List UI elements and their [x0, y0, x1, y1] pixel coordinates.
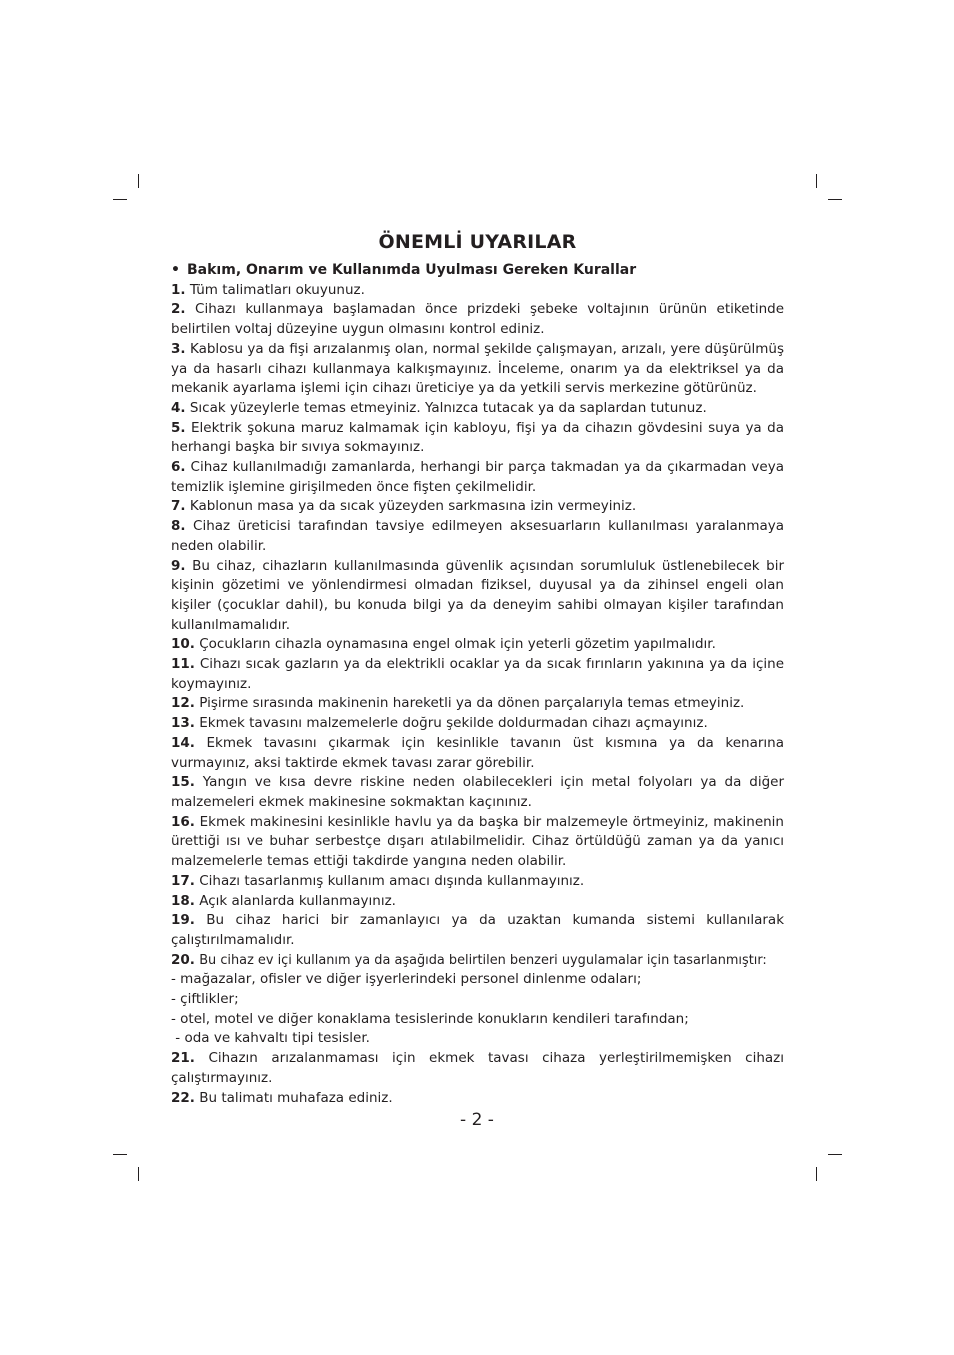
item-text: Bu cihaz, cihazların kullanılmasında güvenlik açısından sorumluluk üstlenebilecek bir kişinin gözetimi ve yönlendirmesi olmadan fiziksel, duyusal ya da zihinsel engeli olan kişiler (çocuklar dahil), bu konuda bilgi ya da deneyim sahibi olmayan kişiler tarafından kullanılmamalıdır.	[171, 557, 784, 633]
warning-item	[171, 517, 784, 556]
warning-item	[171, 557, 784, 636]
item-number: 10.	[171, 636, 195, 653]
section-heading-text: Bakım, Onarım ve Kullanımda Uyulması Gereken Kurallar	[187, 262, 637, 278]
item-number: 8.	[171, 518, 186, 535]
warning-item	[171, 635, 784, 655]
warning-item	[171, 497, 784, 517]
warning-item	[171, 911, 784, 950]
item-number: 1.	[171, 281, 186, 298]
item-text: Kablosu ya da fişi arızalanmış olan, normal şekilde çalışmayan, arızalı, yere düşürülmüş ya da hasarlı cihazı kullanmaya kalkışmayınız. İnceleme, onarım ya da elektriksel ya da mekanik ayarlama işlemi için cihazı üreticiye ya da yetkili servis merkezine götürünüz.	[171, 340, 784, 397]
item-number: 7.	[171, 498, 186, 515]
bullet: •	[171, 262, 180, 278]
warning-item	[171, 694, 784, 714]
item-number: 22.	[171, 1089, 195, 1106]
item-number: 19.	[171, 912, 195, 929]
item-number: 3.	[171, 340, 186, 357]
warning-item	[171, 1089, 784, 1109]
item-text: Ekmek makinesini kesinlikle havlu ya da başka bir malzemeyle örtmeyiniz, makinenin ürettiği ısı ve buhar serbestçe dışarı atılabilmelidir. Cihaz örtüldüğü zaman ya da yanıcı malzemelerle temas ettiği takdirde yangına neden olabilir.	[171, 813, 784, 870]
warning-item	[171, 399, 784, 419]
item-number: 11.	[171, 656, 195, 673]
item-number: 15.	[171, 774, 195, 791]
item-number: 13.	[171, 715, 195, 732]
crop-mark-top-right-vertical	[816, 174, 817, 188]
warning-item	[171, 458, 784, 497]
item-number: 5.	[171, 419, 186, 436]
item-number: 18.	[171, 892, 195, 909]
item-text: Ekmek tavasını çıkarmak için kesinlikle tavanın üst kısmına ya da kenarına vurmayınız, aksi taktirde ekmek tavası zarar görebilir.	[171, 734, 784, 771]
item-text: Cihazı kullanmaya başlamadan önce prizdeki şebeke voltajının ürünün etiketinde belirtilen voltaj düzeyine uygun olmasını kontrol ediniz.	[171, 301, 784, 338]
item-number: 4.	[171, 399, 186, 416]
item-text: Cihazı sıcak gazların ya da elektrikli ocaklar ya da sıcak fırınların yakınına ya da içine koymayınız.	[171, 656, 784, 692]
sub-item: - otel, motel ve diğer konaklama tesislerinde konukların kendileri tarafından;	[171, 1010, 689, 1027]
warning-item	[171, 714, 784, 734]
warning-item	[171, 300, 784, 339]
warning-item	[171, 813, 784, 872]
item-number: 9.	[171, 557, 186, 574]
warning-item	[171, 419, 784, 458]
crop-mark-top-right-horizontal	[828, 199, 842, 200]
warning-item	[171, 340, 784, 399]
crop-mark-bottom-right-vertical	[816, 1167, 817, 1181]
sub-item: - oda ve kahvaltı tipi tesisler.	[171, 1030, 370, 1047]
item-text: Bu cihaz ev içi kullanım ya da aşağıda belirtilen benzeri uygulamalar için tasarlanmıştır:	[199, 952, 767, 968]
item-text: Bu talimatı muhafaza ediniz.	[199, 1089, 393, 1106]
item-text: Çocukların cihazla oynamasına engel olmak için yeterli gözetim yapılmalıdır.	[199, 636, 716, 653]
item-text: Kablonun masa ya da sıcak yüzeyden sarkmasına izin vermeyiniz.	[189, 498, 637, 515]
crop-mark-bottom-left-vertical	[138, 1167, 139, 1181]
sub-item: - mağazalar, ofisler ve diğer işyerlerindeki personel dinlenme odaları;	[171, 971, 642, 988]
item-number: 2.	[171, 301, 186, 318]
item-text: Cihazın arızalanmaması için ekmek tavası cihaza yerleştirilmemişken cihazı çalıştırmayınız.	[171, 1050, 784, 1086]
item-text: Cihazı tasarlanmış kullanım amacı dışında kullanmayınız.	[199, 872, 585, 889]
warning-item	[171, 734, 784, 773]
item-text: Ekmek tavasını malzemelerle doğru şekilde doldurmadan cihazı açmayınız.	[199, 715, 708, 732]
crop-mark-top-left-vertical	[138, 174, 139, 188]
crop-mark-bottom-right-horizontal	[828, 1154, 842, 1155]
warnings-list	[171, 281, 784, 1109]
item-text: Elektrik şokuna maruz kalmamak için kabloyu, fişi ya da cihazın gövdesini suya ya da herhangi başka bir sıvıya sokmayınız.	[171, 419, 785, 456]
item-text: Tüm talimatları okuyunuz.	[189, 281, 365, 298]
item-number: 12.	[171, 695, 195, 712]
sub-item: - çiftlikler;	[171, 991, 239, 1008]
item-text: Sıcak yüzeylerle temas etmeyiniz. Yalnızca tutacak ya da saplardan tutunuz.	[189, 399, 707, 416]
page-number: - 2 -	[460, 1110, 494, 1130]
warning-item	[171, 1049, 784, 1088]
warning-item	[171, 281, 784, 301]
item-text: Cihaz kullanılmadığı zamanlarda, herhangi bir parça takmadan ya da çıkarmadan veya temizlik işlemine girişilmeden önce fişten çekilmelidir.	[171, 459, 784, 495]
warning-item	[171, 655, 784, 694]
crop-mark-top-left-horizontal	[113, 199, 127, 200]
item-number: 6.	[171, 459, 186, 476]
item-text: Pişirme sırasında makinenin hareketli ya da dönen parçalarıyla temas etmeyiniz.	[199, 695, 745, 712]
warning-item	[171, 872, 784, 892]
section-heading	[171, 261, 784, 281]
item-text: Bu cihaz harici bir zamanlayıcı ya da uzaktan kumanda sistemi kullanılarak çalıştırılmamalıdır.	[171, 912, 785, 948]
item-number: 17.	[171, 872, 195, 889]
document-body	[171, 229, 784, 1108]
item-number: 14.	[171, 734, 195, 751]
warning-item	[171, 951, 784, 971]
item-text: Cihaz üreticisi tarafından tavsiye edilmeyen aksesuarların kullanılması yaralanmaya neden olabilir.	[171, 518, 785, 554]
page-title: ÖNEMLİ UYARILAR	[378, 231, 577, 253]
item-text: Yangın ve kısa devre riskine neden olabilecekleri için metal folyoları ya da diğer malzemeleri ekmek makinesine sokmaktan kaçınınız.	[171, 774, 784, 810]
item-number: 16.	[171, 813, 195, 830]
warning-item	[171, 773, 784, 812]
crop-mark-bottom-left-horizontal	[113, 1154, 127, 1155]
item-text: Açık alanlarda kullanmayınız.	[199, 892, 396, 909]
item-number: 21.	[171, 1050, 195, 1067]
item-number: 20.	[171, 951, 195, 968]
warning-item	[171, 892, 784, 912]
